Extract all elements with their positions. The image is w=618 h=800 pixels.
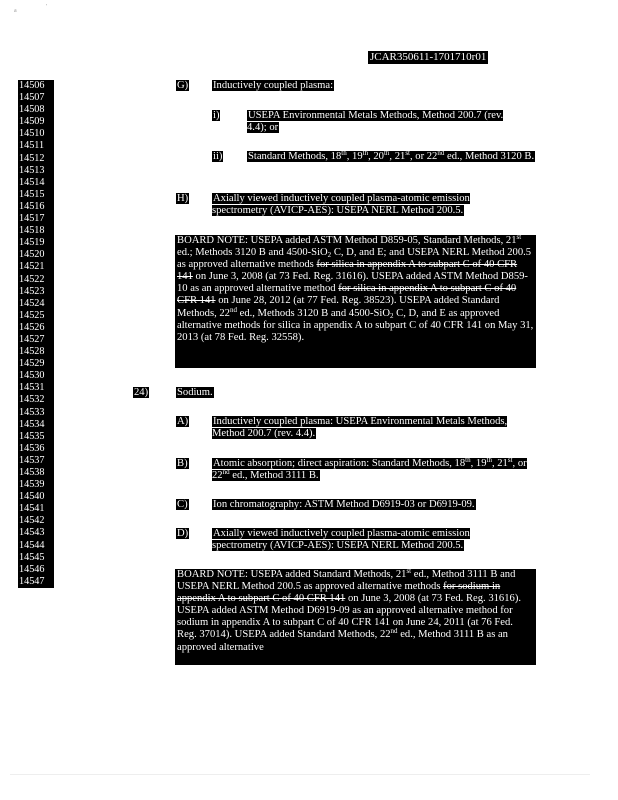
line-number: 14519 — [18, 237, 54, 249]
line-number: 14515 — [18, 189, 54, 201]
scan-artifact: a — [14, 8, 17, 14]
line-number: 14509 — [18, 116, 54, 128]
line-number: 14533 — [18, 407, 54, 419]
line-number: 14540 — [18, 491, 54, 503]
line-number: 14521 — [18, 261, 54, 273]
line-number: 14539 — [18, 479, 54, 491]
line-number: 14512 — [18, 153, 54, 165]
item-b-text: Atomic absorption; direct aspiration: Standard Methods, 18th, 19th, 21st, or 22nd ed., Method 3111 B. — [212, 456, 527, 482]
line-number: 14545 — [18, 552, 54, 564]
line-number: 14531 — [18, 382, 54, 394]
line-number: 14508 — [18, 104, 54, 116]
page-bottom-rule — [10, 774, 590, 775]
line-number: 14523 — [18, 286, 54, 298]
line-number: 14537 — [18, 455, 54, 467]
line-number: 14535 — [18, 431, 54, 443]
line-number: 14525 — [18, 310, 54, 322]
board-note-sodium: BOARD NOTE: USEPA added Standard Methods, 21st ed., Method 3111 B and USEPA NERL Method 200.5 as approved alternative methods for sodium in appendix A to subpart C of 40 CFR 141 on June 3, 2008 (at 73 Fed. Reg. 31616). USEPA added ASTM Method D6919-09 as an approved alternative method for sodium in appendix A to subpart C of 40 CFR 141 on June 24, 2011 (at 76 Fed. Reg. 37014). USEPA added Standard Methods, 22nd ed., Method 3111 B as an approved alternative — [175, 569, 536, 665]
line-number: 14528 — [18, 346, 54, 358]
line-number: 14532 — [18, 394, 54, 406]
line-number: 14526 — [18, 322, 54, 334]
item-c-label: C) — [177, 499, 188, 510]
line-number: 14536 — [18, 443, 54, 455]
item-g-i-text: USEPA Environmental Metals Methods, Method 200.7 (rev. 4.4); or — [247, 110, 504, 134]
board-note-silica: BOARD NOTE: USEPA added ASTM Method D859-05, Standard Methods, 21st ed.; Methods 3120 B and 4500-SiO$_2$ C, D, and E; and USEPA NERL Method 200.5 as approved alternative methods for silica in appendix A to subpart C of 40 CFR 141 on June 3, 2008 (at 73 Fed. Reg. 31616). USEPA added ASTM Method D859-10 as an approved alternative method for silica in appendix A to subpart C of 40 CFR 141 on June 28, 2012 (at 77 Fed. Reg. 38523). USEPA added Standard Methods, 22nd ed., Methods 3120 B and 4500-SiO$_2$ C, D, and E as approved alternative methods for silica in appendix A to subpart C of 40 CFR 141 on May 31, 2013 (at 78 Fed. Reg. 32558). — [175, 235, 536, 368]
item-h-label: H) — [177, 193, 189, 204]
line-number: 14518 — [18, 225, 54, 237]
line-number: 14534 — [18, 419, 54, 431]
line-number: 14529 — [18, 358, 54, 370]
item-c-text: Ion chromatography: ASTM Method D6919-03 or D6919-09. — [213, 499, 475, 510]
line-number: 14544 — [18, 540, 54, 552]
line-number: 14507 — [18, 92, 54, 104]
line-number-gutter — [18, 80, 54, 588]
line-number: 14517 — [18, 213, 54, 225]
item-g-label: G) — [177, 80, 189, 91]
item-24-label: 24) — [134, 387, 149, 398]
line-number: 14514 — [18, 177, 54, 189]
item-g-i-label: i) — [213, 110, 220, 121]
line-number: 14520 — [18, 249, 54, 261]
scan-artifact: ' — [46, 4, 48, 10]
line-number: 14522 — [18, 274, 54, 286]
line-number: 14543 — [18, 527, 54, 539]
line-number: 14510 — [18, 128, 54, 140]
item-b-label: B) — [177, 458, 188, 469]
line-number: 14538 — [18, 467, 54, 479]
item-g-ii-label: ii) — [213, 151, 223, 162]
line-number: 14506 — [18, 80, 54, 92]
line-number: 14530 — [18, 370, 54, 382]
line-number: 14524 — [18, 298, 54, 310]
line-number: 14546 — [18, 564, 54, 576]
document-id: JCAR350611-1701710r01 — [370, 51, 487, 63]
item-a-text: Inductively coupled plasma: USEPA Environmental Metals Methods, Method 200.7 (rev. 4.4). — [212, 416, 508, 440]
item-a-label: A) — [177, 416, 189, 427]
item-d-text: Axially viewed inductively coupled plasma-atomic emission spectrometry (AVICP-AES): USEPA NERL Method 200.5. — [212, 528, 470, 552]
item-g-ii-text: Standard Methods, 18th, 19th, 20th, 21st, or 22nd ed., Method 3120 B. — [248, 149, 535, 162]
line-number: 14511 — [18, 140, 54, 152]
line-number: 14547 — [18, 576, 54, 588]
item-24-title: Sodium. — [177, 387, 213, 398]
line-number: 14541 — [18, 503, 54, 515]
item-g-text: Inductively coupled plasma: — [213, 80, 334, 91]
item-h-text: Axially viewed inductively coupled plasma-atomic emission spectrometry (AVICP-AES): USEPA NERL Method 200.5. — [212, 193, 470, 217]
line-number: 14513 — [18, 165, 54, 177]
item-d-label: D) — [177, 528, 189, 539]
line-number: 14542 — [18, 515, 54, 527]
line-number: 14527 — [18, 334, 54, 346]
line-number: 14516 — [18, 201, 54, 213]
